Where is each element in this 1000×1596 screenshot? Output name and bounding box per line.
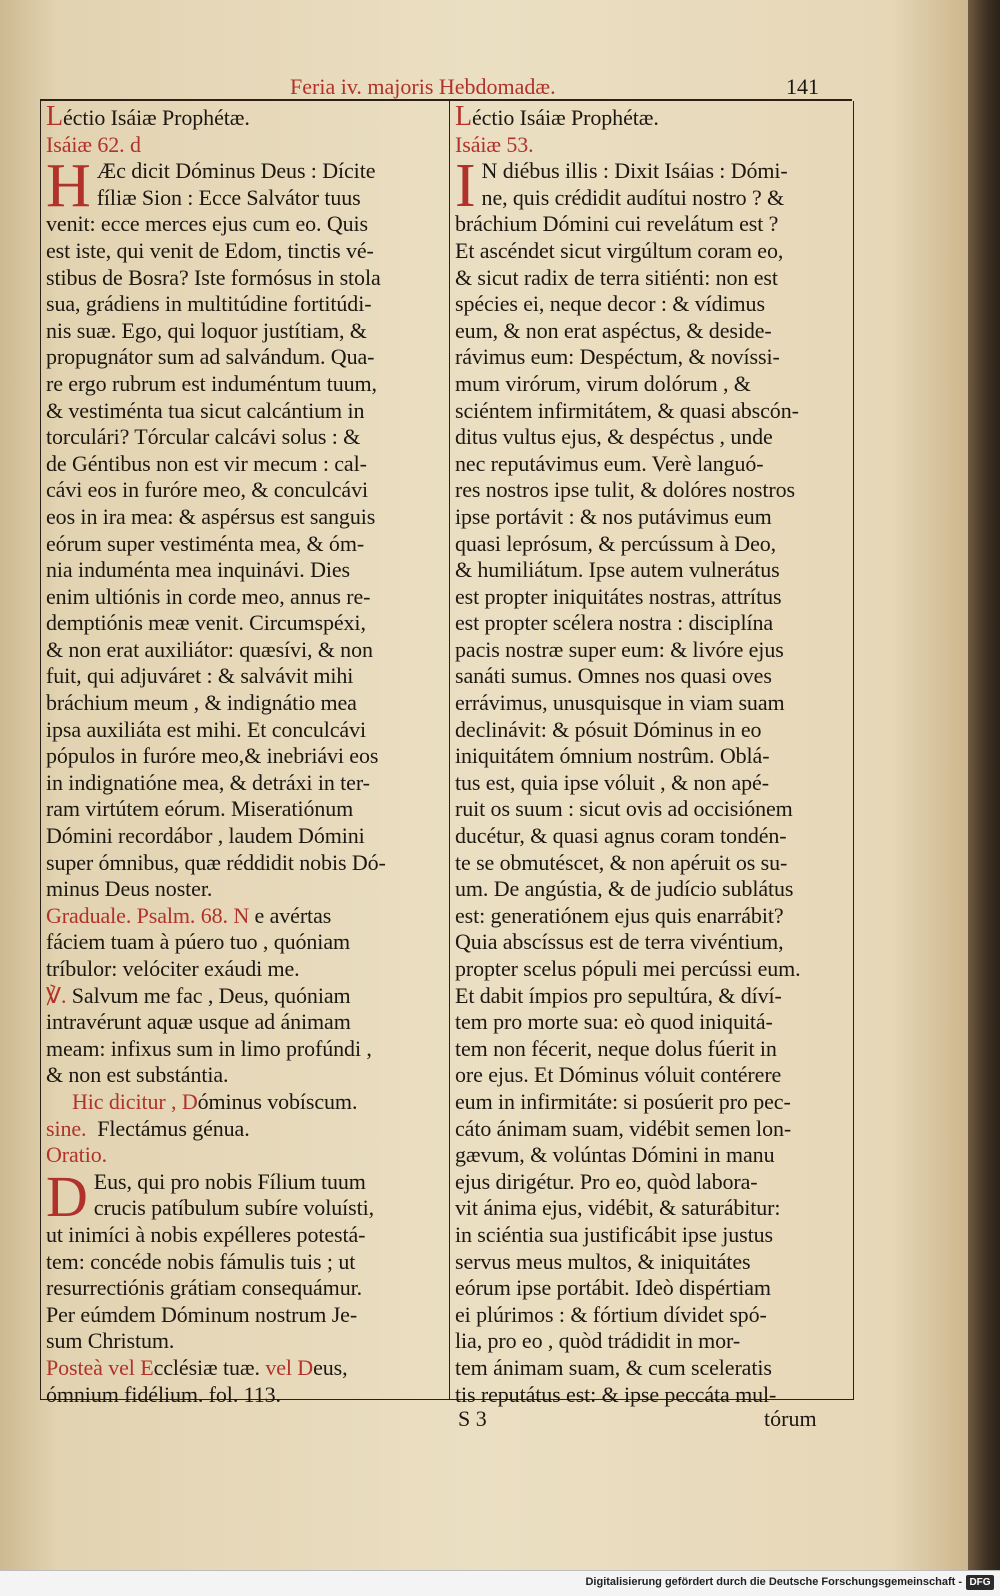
oratio-line: ut inimíci à nobis expélleres potestá- <box>46 1221 366 1247</box>
reading-line: vit ánima ejus, vidébit, & saturábitur: <box>455 1195 781 1221</box>
reading-line: Et dabit ímpios pro sepultúra, & díví- <box>455 982 782 1008</box>
graduale-line <box>46 903 444 930</box>
rubric-dominus: óminus vobíscum. <box>197 1088 358 1114</box>
reading-line: stibus de Bosra? Iste formósus in stola <box>46 264 381 290</box>
reading-line: eórum ipse portábit. Ideò dispértiam <box>455 1275 771 1301</box>
reading-line: mum virórum, virum dolórum , & <box>455 370 751 396</box>
reading-lines-left <box>46 152 444 903</box>
graduale-label: Graduale. Psalm. 68. <box>46 902 228 928</box>
rubric-hic-dicitur: Hic dicitur , <box>72 1088 177 1114</box>
reading-line: errávimus, unusquisque in viam suam <box>455 690 785 716</box>
graduale-text-line: fáciem tuam à púero tuo , quóniam <box>46 929 350 955</box>
reading-line: eum in infirmitáte: si posúerit pro pec- <box>455 1088 791 1114</box>
reading-line: tem ánimam suam, & cum sceleratis <box>455 1354 772 1380</box>
scripture-reference-right: Isáiæ 53. <box>455 131 534 157</box>
reading-line: pacis nostræ super eum: & livóre ejus <box>455 636 784 662</box>
reading-line: te se obmutéscet, & non apéruit os su- <box>455 849 788 875</box>
reading-line: in sciéntia sua justificábit ipse justus <box>455 1221 774 1247</box>
drop-cap-i: I <box>455 152 476 221</box>
reading-line: ejus dirigétur. Pro eo, quòd labora- <box>455 1168 758 1194</box>
drop-cap-d: D <box>46 1163 88 1229</box>
versicle-text-line: intravérunt aquæ usque ad ánimam <box>46 1009 351 1035</box>
reading-line: & humiliátum. Ipse autem vulnerátus <box>455 557 780 583</box>
reading-line: tem pro morte sua: eò quod iniquitá- <box>455 1009 773 1035</box>
reading-line: fíliæ Sion : Ecce Salvátor tuus <box>96 184 361 210</box>
reading-line: eum, & non erat aspéctus, & deside- <box>455 317 772 343</box>
lectio-heading-right <box>455 101 847 132</box>
reading-line: ipse portávit : & nos putávimus eum <box>455 503 772 529</box>
reading-line: um. De angústia, & de judício sublátus <box>455 876 794 902</box>
flectamus-text: Flectámus génua. <box>97 1115 250 1141</box>
versicle-text-line: & non est substántia. <box>46 1062 229 1088</box>
lectio-initial: L <box>46 101 64 132</box>
reading-line: quasi leprósum, & percússum à Deo, <box>455 530 777 556</box>
left-column <box>46 101 444 1408</box>
reading-line: bráchium meum , & indignátio mea <box>46 690 357 716</box>
reading-line: est: generatiónem ejus quis enarrábit? <box>455 902 784 928</box>
reading-line: ducétur, & quasi agnus coram tondén- <box>455 823 787 849</box>
catchword: tórum <box>764 1406 817 1431</box>
reading-line: in indignatióne mea, & detráxi in ter- <box>46 769 370 795</box>
reading-lines-right <box>455 152 847 1408</box>
rubric-line <box>46 1089 444 1116</box>
reading-line: tis reputátus est: & ipse peccáta mul- <box>455 1381 777 1407</box>
signature-mark: S 3 <box>458 1406 487 1431</box>
reading-line: propugnátor sum ad salvándum. Qua- <box>46 344 375 370</box>
oratio-line: Eus, qui pro nobis Fílium tuum <box>93 1168 366 1194</box>
reading-line: sciéntem infirmitátem, & quasi abscón- <box>455 397 799 423</box>
rubric-initial-d: D <box>181 1088 198 1114</box>
footer-credit: Digitalisierung gefördert durch die Deutsche Forschungsgemeinschaft - <box>585 1576 962 1588</box>
reading-line: Quia abscíssus est de terra vivéntium, <box>455 929 784 955</box>
reading-line: nis suæ. Ego, qui loquor justítiam, & <box>46 317 367 343</box>
reading-line: eórum super vestiménta mea, & óm- <box>46 530 365 556</box>
reading-right <box>455 152 847 1408</box>
reading-line: ipsa auxiliáta est mihi. Et conculcávi <box>46 716 366 742</box>
postea-rubric-vel: vel D <box>265 1354 314 1380</box>
reading-line: ram virtútem eórum. Miseratiónum <box>46 796 354 822</box>
postea-line <box>46 1355 444 1382</box>
postea-text-deus: eus, <box>313 1354 348 1380</box>
dfg-logo-icon: DFG <box>966 1575 994 1590</box>
reading-line: lia, pro eo , quòd trádidit in mor- <box>455 1328 741 1354</box>
reading-line: ei plúrimos : & fórtium dívidet spó- <box>455 1301 767 1327</box>
right-column <box>455 101 847 1408</box>
reading-line: torculári? Tórcular calcávi solus : & <box>46 424 361 450</box>
reading-line: eos in ira mea: & aspérsus est sanguis <box>46 503 376 529</box>
reading-line: sanáti sumus. Omnes nos quasi oves <box>455 663 772 689</box>
reading-line: est iste, qui venit de Edom, tinctis vé- <box>46 237 374 263</box>
reading-line: ruit os suum : sicut ovis ad occisiónem <box>455 796 793 822</box>
reading-line: servus meus multos, & iniquitátes <box>455 1248 751 1274</box>
reading-line: est propter iniquitátes nostras, attrítus <box>455 583 782 609</box>
oratio-line: resurrectiónis grátiam consequámur. <box>46 1275 363 1301</box>
reading-line: est propter scélera nostra : disciplína <box>455 610 774 636</box>
postea-rubric: Posteà vel E <box>46 1354 154 1380</box>
reading-left <box>46 152 444 903</box>
reading-line: iniquitátem ómnium nostrûm. Oblá- <box>455 743 770 769</box>
reading-line: declinávit: & pósuit Dóminus in eo <box>455 716 762 742</box>
versicle-text-start: Salvum me fac , Deus, quóniam <box>71 982 351 1008</box>
reading-line: & vestiménta tua sicut calcántium in <box>46 397 365 423</box>
reading-line: bráchium Dómini cui revelátum est ? <box>455 211 779 237</box>
reading-line: & non erat auxiliátor: quæsívi, & non <box>46 636 373 662</box>
reading-line: nia induménta mea inquinávi. Dies <box>46 557 351 583</box>
reading-line: Æc dicit Dóminus Deus : Dícite <box>96 158 376 184</box>
oratio-line: sum Christum. <box>46 1328 175 1354</box>
running-head: Feria iv. majoris Hebdomadæ. <box>290 74 556 99</box>
oratio-text <box>46 1163 444 1355</box>
drop-cap-h: H <box>46 152 91 221</box>
versicle-text-line: meam: infixus sum in limo profúndi , <box>46 1035 372 1061</box>
reading-line: ne, quis crédidit audítui nostro ? & <box>481 184 785 210</box>
column-divider <box>449 101 450 1399</box>
reading-line: de Géntibus non est vir mecum : cal- <box>46 450 367 476</box>
reading-line: res nostros ipse tulit, & dolóres nostros <box>455 477 795 503</box>
graduale-initial: N <box>233 902 250 928</box>
oratio-line: Per eúmdem Dóminum nostrum Je- <box>46 1301 358 1327</box>
reading-line: Dómini recordábor , laudem Dómini <box>46 823 365 849</box>
reading-line: & sicut radix de terra sitiénti: non est <box>455 264 778 290</box>
graduale-text-line: tríbulor: velóciter exáudi me. <box>46 956 300 981</box>
reading-line: gævum, & volúntas Dómini in manu <box>455 1142 775 1168</box>
oratio-lines <box>46 1163 444 1355</box>
reading-line: enim ultiónis in corde meo, annus re- <box>46 583 371 609</box>
oratio-line: tem: concéde nobis fámulis tuis ; ut <box>46 1248 356 1274</box>
reading-line: pópulos in furóre meo,& inebriávi eos <box>46 743 379 769</box>
reading-line: propter scelus pópuli mei percússi eum. <box>455 956 801 981</box>
reading-line: tem non fécerit, neque dolus fúerit in <box>455 1035 777 1061</box>
footer-bar <box>0 1570 1000 1596</box>
page-number: 141 <box>786 74 819 99</box>
reading-line: cávi eos in furóre meo, & conculcávi <box>46 477 368 503</box>
rubric-sine: sine. <box>46 1115 87 1141</box>
reading-line: ditus vultus ejus, & despéctus , unde <box>455 424 773 450</box>
oratio-line: crucis patíbulum subíre voluísti, <box>93 1195 375 1221</box>
postea-text: cclésiæ tuæ. <box>153 1354 260 1380</box>
reading-line: super ómnibus, quæ réddidit nobis Dó- <box>46 849 386 875</box>
reading-line: fuit, qui adjuváret : & salvávit mihi <box>46 663 354 689</box>
reading-line: rávimus eum: Despéctum, & novíssi- <box>455 344 780 370</box>
lectio-heading-left <box>46 101 444 132</box>
oratio-heading: Oratio. <box>46 1142 108 1168</box>
reading-line: sua, grádiens in multitúdine fortitúdi- <box>46 291 372 317</box>
lectio-title: éctio Isáiæ Prophétæ. <box>63 105 250 130</box>
reading-line: demptiónis meæ venit. Circumspéxi, <box>46 610 366 636</box>
reading-line: nec reputávimus eum. Verè languó- <box>455 450 764 476</box>
flectamus-line <box>46 1116 444 1143</box>
page-edge-shadow <box>968 0 1000 1570</box>
versicle-line <box>46 983 444 1010</box>
reading-line: venit: ecce merces ejus cum eo. Quis <box>46 211 368 237</box>
lectio-initial: L <box>455 101 473 132</box>
versicle-mark: ℣. <box>46 982 67 1008</box>
lectio-title: éctio Isáiæ Prophétæ. <box>472 105 659 130</box>
reading-line: N diébus illis : Dixit Isáias : Dómi- <box>481 158 788 184</box>
reading-line: ore ejus. Et Dóminus vóluit contérere <box>455 1062 782 1088</box>
reading-line: re ergo rubrum est induméntum tuum, <box>46 370 377 396</box>
reading-line: spécies ei, neque decor : & vídimus <box>455 291 765 317</box>
reading-line: tus est, quia ipse vóluit , & non apé- <box>455 769 769 795</box>
reading-line: cáto ánimam suam, vidébit semen lon- <box>455 1115 792 1141</box>
scripture-reference-left: Isáiæ 62. d <box>46 131 141 157</box>
reading-line: Et ascéndet sicut virgúltum coram eo, <box>455 237 784 263</box>
final-line: ómnium fidélium. fol. 113. <box>46 1381 281 1407</box>
graduale-text-start: e avértas <box>254 902 332 928</box>
reading-line: minus Deus noster. <box>46 876 213 902</box>
